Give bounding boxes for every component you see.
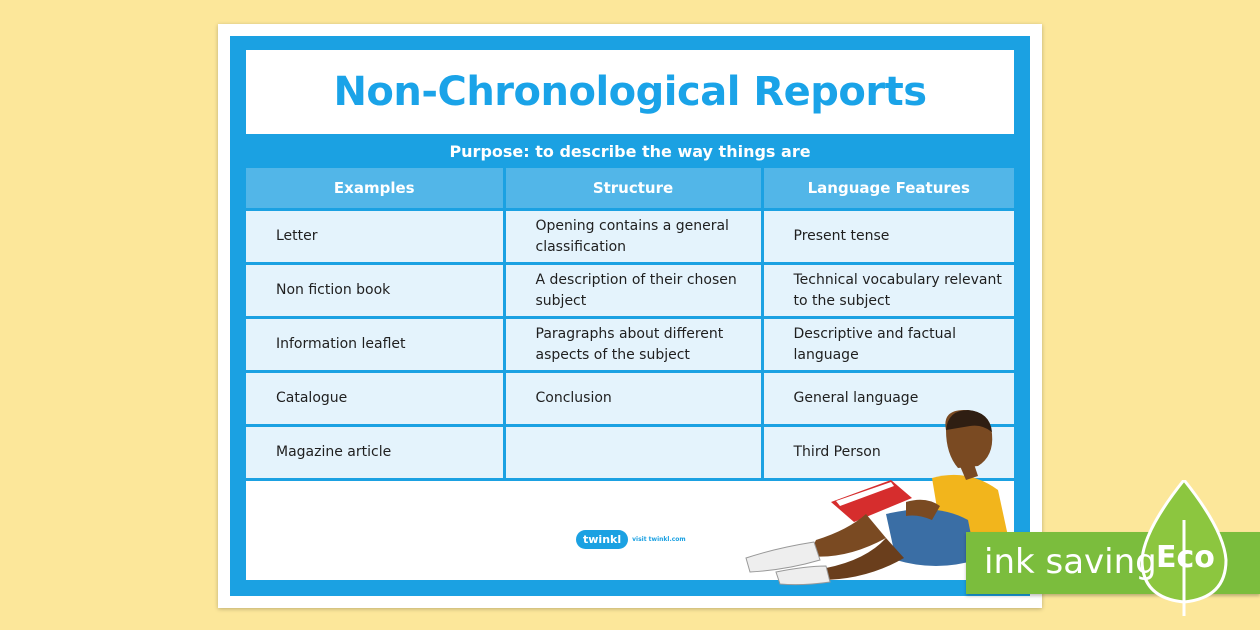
cell-example: Letter <box>246 210 504 264</box>
cell-example: Catalogue <box>246 372 504 426</box>
header-examples: Examples <box>246 168 504 210</box>
cell-structure <box>504 426 762 480</box>
cell-structure: Paragraphs about different aspects of the subject <box>504 318 762 372</box>
title-box <box>246 50 1014 134</box>
twinkl-url[interactable]: visit twinkl.com <box>632 536 686 543</box>
footer-branding <box>576 530 686 549</box>
cell-example: Non fiction book <box>246 264 504 318</box>
cell-language: Third Person <box>762 426 1014 480</box>
cell-example: Magazine article <box>246 426 504 480</box>
cell-language: Descriptive and factual language <box>762 318 1014 372</box>
table-row <box>246 264 1014 318</box>
cell-structure: Opening contains a general classification <box>504 210 762 264</box>
cell-example: Information leaflet <box>246 318 504 372</box>
eco-badge <box>966 480 1260 596</box>
cell-language: General language <box>762 372 1014 426</box>
table-header-row <box>246 168 1014 210</box>
cell-structure: A description of their chosen subject <box>504 264 762 318</box>
header-language-features: Language Features <box>762 168 1014 210</box>
eco-label: Eco <box>1156 540 1215 575</box>
poster-title: Non-Chronological Reports <box>333 69 927 115</box>
cell-language: Present tense <box>762 210 1014 264</box>
table-row <box>246 318 1014 372</box>
cell-structure: Conclusion <box>504 372 762 426</box>
table-row <box>246 210 1014 264</box>
cell-language: Technical vocabulary relevant to the subject <box>762 264 1014 318</box>
purpose-banner: Purpose: to describe the way things are <box>246 134 1014 168</box>
ink-saving-label: ink saving <box>984 542 1157 582</box>
twinkl-logo[interactable]: twinkl <box>576 530 628 549</box>
header-structure: Structure <box>504 168 762 210</box>
